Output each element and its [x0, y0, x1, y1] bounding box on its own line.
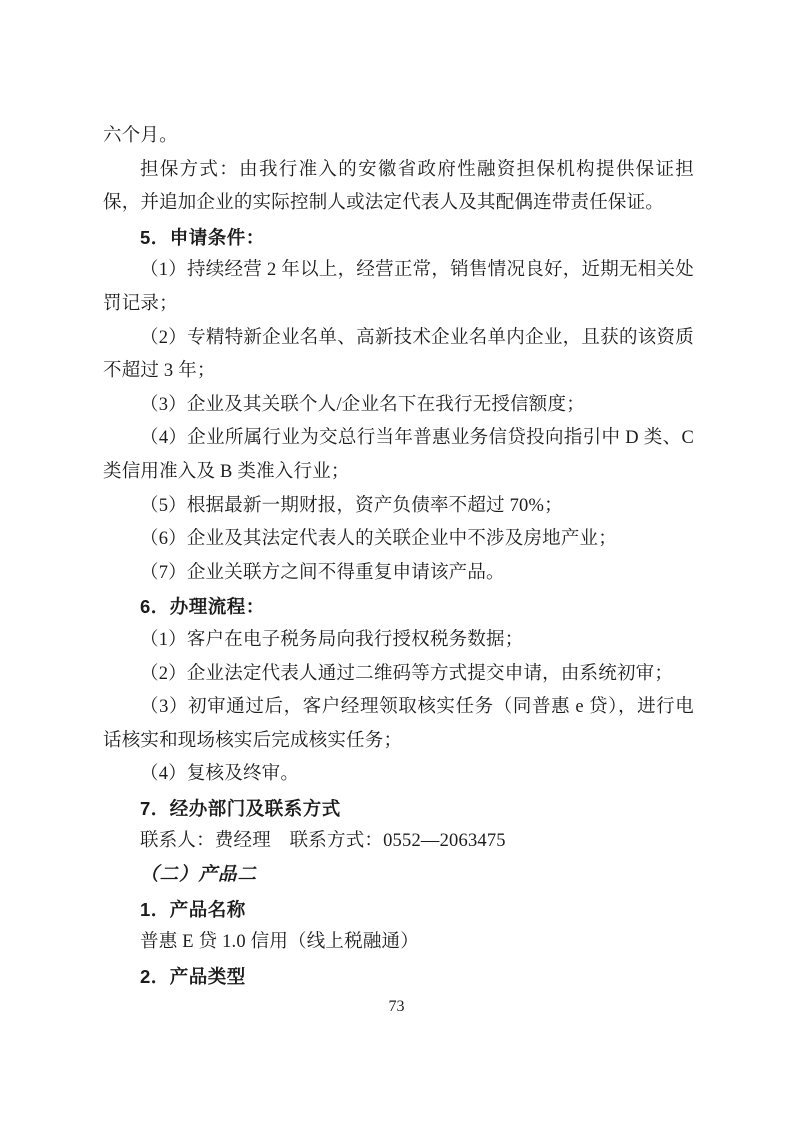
paragraph-continuation: 六个月。 [103, 126, 178, 146]
list-item-process-3: （3）初审通过后，客户经理领取核实任务（同普惠 e 贷），进行电话核实和现场核实后完成核实任务； [103, 697, 694, 751]
list-item-condition-4: （4）企业所属行业为交总行当年普惠业务信贷投向指引中 D 类、C 类信用准入及 B 类准入行业； [103, 428, 694, 482]
paragraph-product-name: 普惠 E 贷 1.0 信用（线上税融通） [140, 932, 419, 953]
list-item-condition-2: （2）专精特新企业名单、高新技术企业名单内企业，且获的该资质不超过 3 年； [103, 327, 694, 382]
section-heading-6-process: 6．办理流程： [140, 596, 265, 618]
section-heading-2-product-type: 2．产品类型 [140, 965, 246, 987]
list-item-process-2: （2）企业法定代表人通过二维码等方式提交申请，由系统初审； [140, 663, 674, 684]
section-heading-7-contact: 7．经办部门及联系方式 [140, 797, 341, 819]
list-item-condition-6: （6）企业及其法定代表人的关联企业中不涉及房地产业； [140, 529, 617, 550]
page-number: 73 [388, 998, 405, 1015]
list-item-condition-1: （1）持续经营 2 年以上，经营正常，销售情况良好，近期无相关处罚记录； [103, 260, 694, 314]
paragraph-contact-info: 联系人：费经理 联系方式：0552—2063475 [140, 831, 506, 852]
list-item-condition-3: （3）企业及其关联个人/企业名下在我行无授信额度； [140, 394, 585, 415]
section-heading-product-2: （二）产品二 [140, 865, 258, 886]
list-item-condition-7: （7）企业关联方之间不得重复申请该产品。 [140, 562, 505, 583]
paragraph-guarantee-method: 担保方式：由我行准入的安徽省政府性融资担保机构提供保证担保，并追加企业的实际控制人或法定代表人及其配偶连带责任保证。 [103, 159, 694, 214]
list-item-condition-5: （5）根据最新一期财报，资产负债率不超过 70%； [140, 495, 563, 516]
document-body [103, 120, 694, 993]
list-item-process-4: （4）复核及终审。 [140, 764, 300, 785]
section-heading-5-apply-conditions: 5．申请条件： [140, 226, 265, 248]
section-heading-1-product-name: 1．产品名称 [140, 898, 246, 920]
list-item-process-1: （1）客户在电子税务局向我行授权税务数据； [140, 629, 524, 650]
